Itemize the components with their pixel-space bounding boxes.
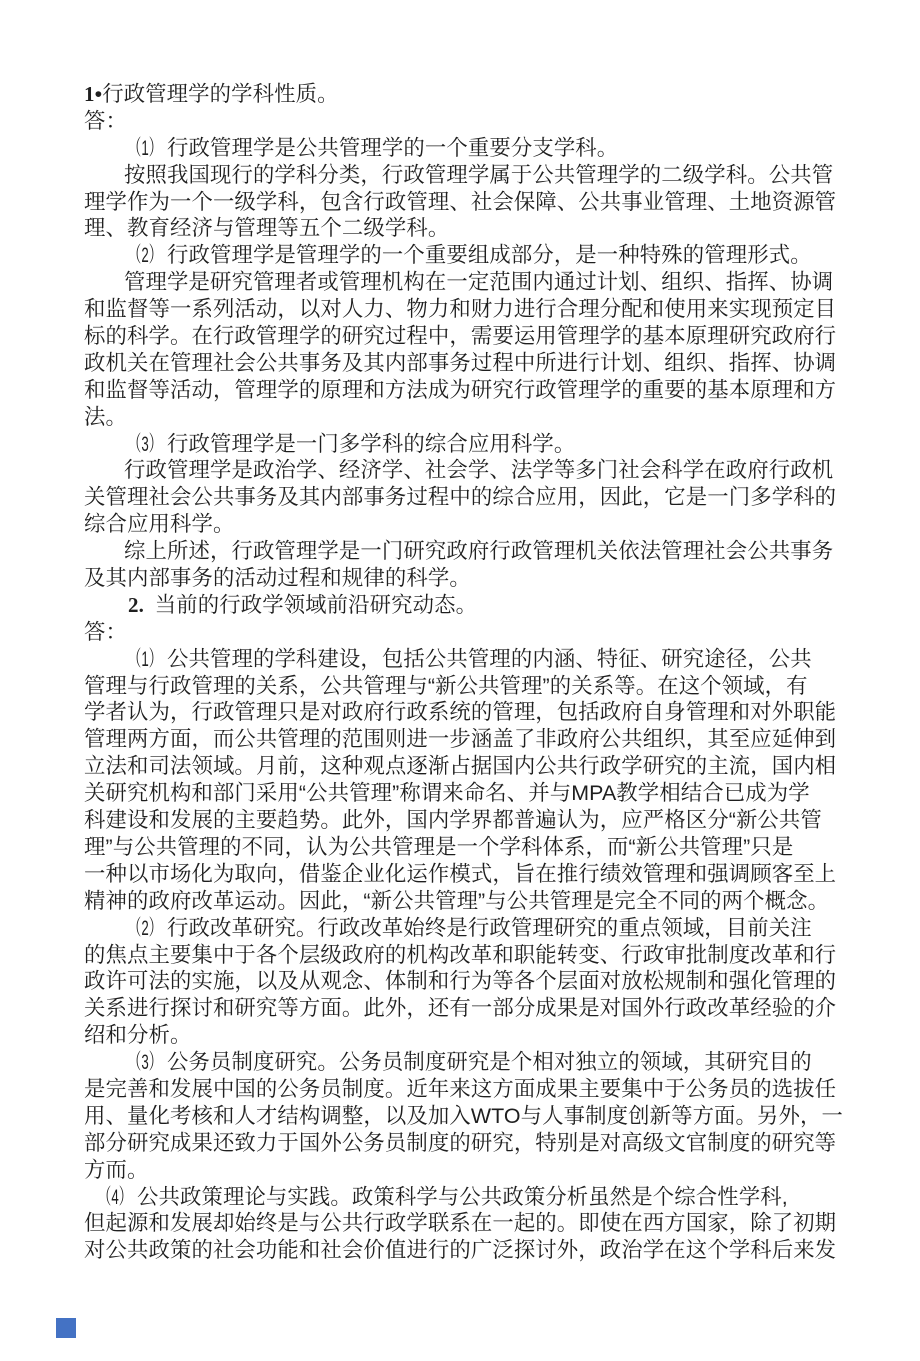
text-line: 行政管理学是政治学、经济学、社会学、法学等多门社会科学在政府行政机: [124, 458, 834, 483]
text-line: 2. 当前的行政学领域前沿研究动态。: [128, 592, 478, 617]
text-line: （2） 行政管理学是管理学的一个重要组成部分，是一种特殊的管理形式。: [128, 243, 812, 268]
item-label: （1）: [128, 646, 163, 671]
text-line: 关管理社会公共事务及其内部事务过程中的综合应用，因此，它是一门多学科的: [84, 485, 837, 510]
text-line: 理、教育经济与管理等五个二级学科。: [84, 216, 450, 241]
text-line: 按照我国现行的学科分类，行政管理学属于公共管理学的二级学科。公共管: [124, 162, 834, 187]
text-line: 的焦点主要集中于各个层级政府的机构改革和职能转变、行政审批制度改革和行: [84, 942, 837, 967]
text-line: 用、量化考核和人才结构调整，以及加入WTO与人事制度创新等方面。另外，一: [84, 1103, 843, 1128]
bold-number: 1: [84, 82, 95, 106]
text-line: 对公共政策的社会功能和社会价值进行的广泛探讨外，政治学在这个学科后来发: [84, 1238, 837, 1263]
text-line: 和监督等一系列活动，以对人力、物力和财力进行合理分配和使用来实现预定目: [84, 297, 837, 322]
item-label: （2）: [128, 915, 163, 940]
text-line: 政机关在管理社会公共事务及其内部事务过程中所进行计划、组织、指挥、协调: [84, 350, 837, 375]
text-line: 关研究机构和部门采用“公共管理”称谓来命名、并与MPA教学相结合已成为学: [84, 781, 810, 806]
text-line: 综上所述，行政管理学是一门研究政府行政管理机关依法管理社会公共事务: [124, 539, 834, 564]
item-label: （3）: [128, 431, 163, 456]
text-line: 方而。: [84, 1157, 149, 1182]
text-line: 理”与公共管理的不同，认为公共管理是一个学科体系，而“新公共管理”只是: [84, 834, 794, 859]
text-line: （3） 公务员制度研究。公务员制度研究是个相对独立的领域，其研究目的: [128, 1050, 812, 1075]
text-line: 和监督等活动，管理学的原理和方法成为研究行政管理学的重要的基本原理和方: [84, 377, 837, 402]
text-line: 答：: [84, 619, 127, 644]
text-line: 答：: [84, 108, 127, 133]
blue-marker: [56, 1318, 76, 1338]
text-line: 管理学是研究管理者或管理机构在一定范围内通过计划、组织、指挥、协调: [124, 270, 834, 295]
text-line: 管理与行政管理的关系，公共管理与“新公共管理”的关系等。在这个领域，有: [84, 673, 808, 698]
text-line: 1•行政管理学的学科性质。: [84, 82, 339, 106]
text-line: （1） 公共管理的学科建设，包括公共管理的内涵、特征、研究途径，公共: [128, 646, 812, 671]
text-line: 科建设和发展的主要趋势。此外，国内学界都普遍认为，应严格区分“新公共管: [84, 808, 822, 833]
bold-number: 2.: [128, 592, 144, 617]
text-line: 立法和司法领域。月前，这种观点逐渐占据国内公共行政学研究的主流，国内相: [84, 754, 837, 779]
text-line: 一种以市场化为取向，借鉴企业化运作模式，旨在推行绩效管理和强调顾客至上: [84, 861, 837, 886]
text-line: 法。: [84, 404, 127, 429]
item-label: （1）: [128, 135, 163, 160]
text-line: （3） 行政管理学是一门多学科的综合应用科学。: [128, 431, 576, 456]
item-label: （4）: [98, 1184, 133, 1209]
text-line: 精神的政府改革运动。因此，“新公共管理”与公共管理是完全不同的两个概念。: [84, 888, 830, 913]
text-line: 绍和分析。: [84, 1023, 192, 1048]
text-line: （4） 公共政策理论与实践。政策科学与公共政策分析虽然是个综合性学科,: [98, 1184, 788, 1209]
item-label: （3）: [128, 1050, 163, 1075]
text-line: 政许可法的实施，以及从观念、体制和行为等各个层面对放松规制和强化管理的: [84, 969, 837, 994]
text-line: 理学作为一个一级学科，包含行政管理、社会保障、公共事业管理、土地资源管: [84, 189, 837, 214]
text-line: 管理两方面，而公共管理的范围则进一步涵盖了非政府公共组织，其至应延伸到: [84, 727, 837, 752]
text-line: 但起源和发展却始终是与公共行政学联系在一起的。即使在西方国家，除了初期: [84, 1211, 837, 1236]
text-line: 综合应用科学。: [84, 512, 235, 537]
text-line: 是完善和发展中国的公务员制度。近年来这方面成果主要集中于公务员的选拔任: [84, 1076, 837, 1101]
text-block: [84, 81, 884, 1264]
text-line: 学者认为，行政管理只是对政府行政系统的管理，包括政府自身管理和对外职能: [84, 700, 837, 725]
item-label: （2）: [128, 243, 163, 268]
text-line: 及其内部事务的活动过程和规律的科学。: [84, 566, 471, 591]
text-line: 关系进行探讨和研究等方面。此外，还有一部分成果是对国外行政改革经验的介: [84, 996, 837, 1021]
text-line: （1） 行政管理学是公共管理学的一个重要分支学科。: [128, 135, 619, 160]
text-line: （2） 行政改革研究。行政改革始终是行政管理研究的重点领域，目前关注: [128, 915, 812, 940]
text-line: 部分研究成果还致力于国外公务员制度的研究，特别是对高级文官制度的研究等: [84, 1130, 837, 1155]
text-line: 标的科学。在行政管理学的研究过程中，需要运用管理学的基本原理研究政府行: [84, 324, 837, 349]
